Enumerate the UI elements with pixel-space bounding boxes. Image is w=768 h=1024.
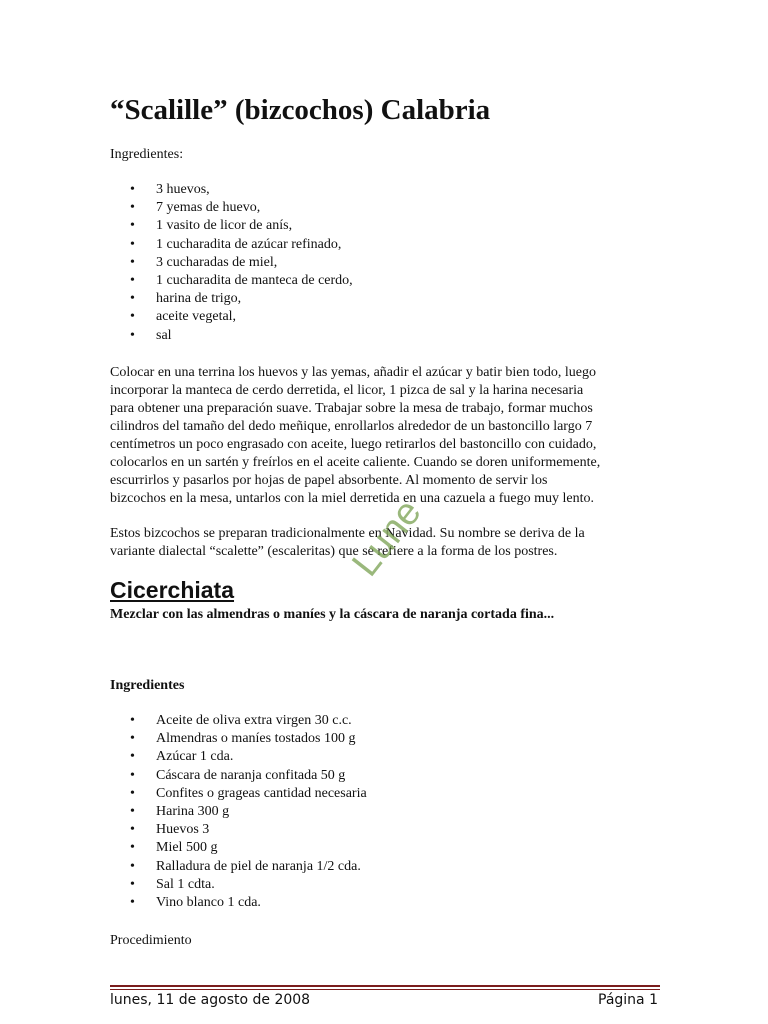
bullet-icon: • [130,749,135,765]
footer-divider-thin [110,989,660,990]
bullet-icon: • [130,876,135,892]
bullet-icon: • [130,785,135,801]
bullet-icon: • [130,327,135,343]
list-item: • Huevos 3 [110,821,367,839]
bullet-icon: • [130,731,135,747]
paragraph-line: Estos bizcochos se preparan tradicionalmente en Navidad. Su nombre se deriva de la [110,526,585,541]
bullet-icon: • [130,291,135,307]
paragraph-line: colocarlos en un sartén y freírlos en el aceite caliente. Cuando se doren uniformemente, [110,455,601,470]
bullet-icon: • [130,182,135,197]
bullet-icon: • [130,254,135,270]
section-ingredients-label: Ingredientes [110,678,185,693]
paragraph-line: escurrirlos y pasarlos por hojas de papel absorbente. Al momento de servir los [110,473,548,488]
ingredients-label: Ingredientes: [110,147,184,162]
list-item: • Almendras o maníes tostados 100 g [110,730,367,748]
paragraph-line: centímetros un poco engrasado con aceite, luego retirarlos del bastoncillo con cuidado, [110,437,597,452]
watermark: Lune [344,491,430,585]
list-item: • 1 cucharadita de manteca de cerdo, [110,272,353,290]
list-item: • 1 cucharadita de azúcar refinado, [110,236,353,254]
section-subtitle: Mezclar con las almendras o maníes y la cáscara de naranja cortada fina... [110,607,555,622]
bullet-icon: • [130,894,135,910]
bullet-icon: • [130,840,135,856]
preparation-paragraph [110,364,660,508]
section-ingredients-list [110,712,367,912]
list-item: • Confites o grageas cantidad necesaria [110,785,367,803]
bullet-icon: • [130,218,135,234]
list-item: • harina de trigo, [110,290,353,308]
list-item: • 3 huevos, [110,181,353,199]
list-item: • Azúcar 1 cda. [110,748,367,766]
bullet-icon: • [130,309,135,325]
bullet-icon: • [130,200,135,216]
bullet-icon: • [130,272,135,288]
bullet-icon: • [130,803,135,819]
paragraph-line: para obtener una preparación suave. Trabajar sobre la mesa de trabajo, formar muchos [110,401,593,416]
list-item: • Sal 1 cdta. [110,876,367,894]
list-item: • Ralladura de piel de naranja 1/2 cda. [110,858,367,876]
list-item: • 1 vasito de licor de anís, [110,217,353,235]
list-item: • Vino blanco 1 cda. [110,894,367,912]
list-item: • aceite vegetal, [110,308,353,326]
procedure-label: Procedimiento [110,933,192,948]
list-item: • 3 cucharadas de miel, [110,254,353,272]
ingredients-list [110,181,353,345]
bullet-icon: • [130,236,135,252]
section-title: Cicerchiata [110,577,235,603]
bullet-icon: • [130,713,135,728]
paragraph-line: Colocar en una terrina los huevos y las yemas, añadir el azúcar y batir bien todo, luego [110,365,596,380]
list-item: • sal [110,327,353,345]
recipe-title: “Scalille” (bizcochos) Calabria [110,94,491,126]
paragraph-line: variante dialectal “scalette” (escaleritas) que se refiere a la forma de los postres. [110,544,558,559]
list-item: • Aceite de oliva extra virgen 30 c.c. [110,712,367,730]
paragraph-line: cilindros del tamaño del dedo meñique, enrollarlos alrededor de un bastoncillo largo 7 [110,419,593,434]
footer-page-number: Página 1 [598,992,658,1008]
paragraph-line: bizcochos en la mesa, untarlos con la miel derretida en una cazuela a fuego muy lento. [110,491,594,506]
document-page [110,0,660,1024]
list-item: • Miel 500 g [110,839,367,857]
paragraph-line: incorporar la manteca de cerdo derretida, el licor, 1 pizca de sal y la harina necesaria [110,383,584,398]
list-item: • Cáscara de naranja confitada 50 g [110,767,367,785]
note-paragraph [110,525,660,561]
bullet-icon: • [130,858,135,874]
footer-divider [110,985,660,987]
bullet-icon: • [130,767,135,783]
list-item: • Harina 300 g [110,803,367,821]
footer-date: lunes, 11 de agosto de 2008 [110,992,311,1008]
list-item: • 7 yemas de huevo, [110,199,353,217]
bullet-icon: • [130,822,135,838]
